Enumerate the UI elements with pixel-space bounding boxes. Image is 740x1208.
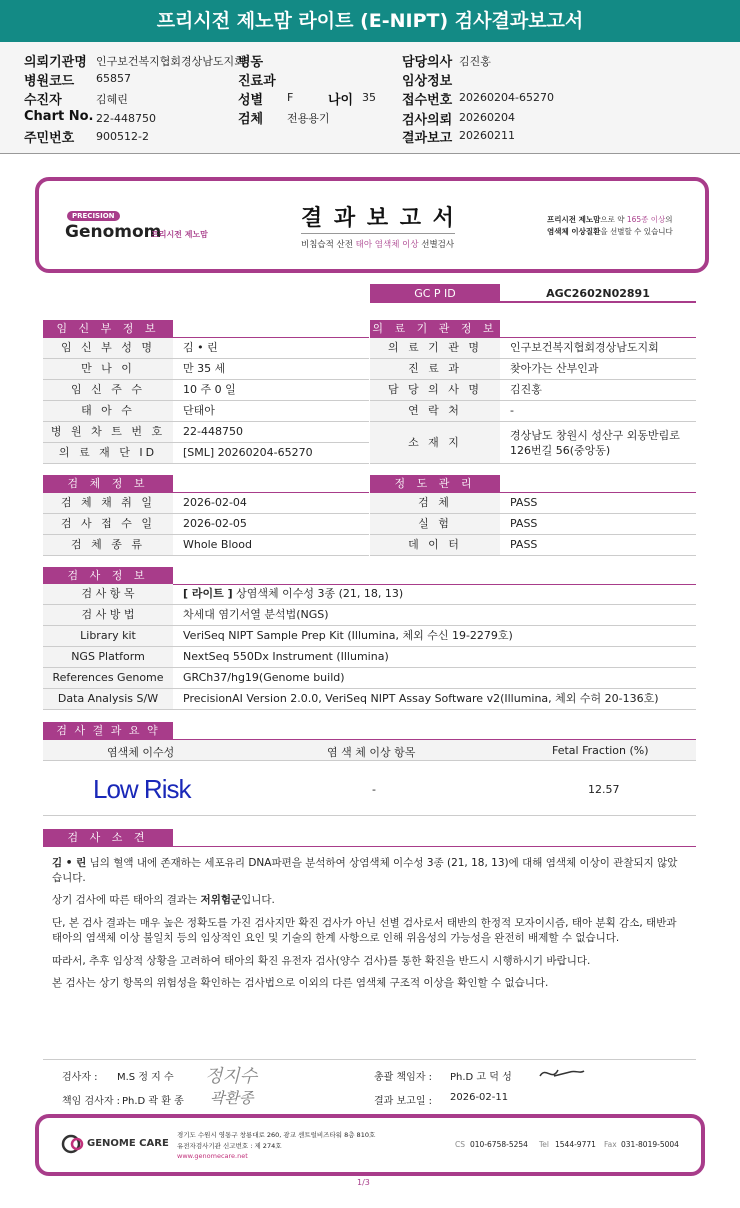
section-test-info: 검 사 정 보 [43,567,173,584]
divider [43,846,696,847]
table-row [43,380,369,401]
label: 결과보고 [402,131,453,146]
risk-result: Low Risk [93,774,191,804]
table-row [370,359,696,380]
section-opinion: 검 사 소 견 [43,829,173,846]
value: 65857 [96,72,131,85]
head-signature [536,1062,586,1084]
value: 20260211 [459,129,515,142]
abnormal-value: - [372,783,376,796]
cs-label: CS [455,1140,465,1149]
page-number: 1/3 [357,1178,370,1187]
row-value: PASS [510,496,538,509]
head-label: 총괄 책임자 : [374,1072,433,1083]
row-label: 담 당 의 사 명 [370,380,500,400]
table-row [43,493,369,514]
fax-label: Fax [604,1140,617,1149]
divider [43,815,696,816]
fax-number: 031-8019-5004 [621,1140,679,1149]
row-value: NextSeq 550Dx Instrument (Illumina) [183,650,389,663]
head-name: Ph.D 고 덕 성 [450,1072,512,1083]
section-result-summary: 검 사 결 과 요 약 [43,722,173,739]
row-value: PrecisionAI Version 2.0.0, VeriSeq NIPT Assay Software v2(Illumina, 체외 수허 20-136호) [183,692,659,705]
tester-name: M.S 정 지 수 [117,1072,174,1083]
value: 김혜린 [96,93,128,106]
row-value: [SML] 20260204-65270 [183,446,313,459]
table-row [370,535,696,556]
banner-subtitle: 비침습적 산전 태아 염색체 이상 선별검사 [301,240,455,250]
row-label: 검 사 접 수 일 [43,514,173,534]
row-value: PASS [510,517,538,530]
row-value: 찾아가는 산부인과 [510,362,599,375]
row-value: 126번길 56(중앙동) [510,444,611,457]
table-row [43,647,696,668]
row-value: 만 35 세 [183,362,226,375]
row-label: References Genome [43,668,173,688]
table-row [370,514,696,535]
row-label: 의 료 기 관 명 [370,338,500,358]
row-label: Library kit [43,626,173,646]
row-value: 인구보건복지협회경상남도지회 [510,341,659,354]
label: 수진자 [24,93,62,108]
row-label: 의 료 재 단 ID [43,443,173,463]
chief-label: 책임 검사자 : [62,1096,121,1107]
row-value: 2026-02-05 [183,517,247,530]
table-row [43,422,369,443]
table-row [43,668,696,689]
header-abnormal: 염 색 체 이상 항목 [327,746,416,759]
opinion-paragraph-1: 김 • 린 님의 혈액 내에 존재하는 세포유리 DNA파편을 분석하여 상염색체 이수성 3종 (21, 18, 13)에 대해 염색체 이상이 관찰되지 않았 습니다. [52,857,678,884]
label: 검사의뢰 [402,113,453,128]
opinion-paragraph-2: 상기 검사에 따른 태아의 결과는 저위험군입니다. [52,894,275,906]
value: 22-448750 [96,112,156,125]
table-row [43,535,369,556]
value: 20260204-65270 [459,91,554,104]
table-row [43,401,369,422]
report-date: 2026-02-11 [450,1092,509,1103]
row-label: 임 신 부 성 명 [43,338,173,358]
divider [43,1059,696,1060]
value: 인구보건복지협회경상남도지회 [96,55,245,68]
label: 접수번호 [402,93,453,108]
section-pregnant-info: 임 신 부 정 보 [43,320,173,337]
footer-website[interactable]: www.genomecare.net [177,1152,248,1160]
label: 성별 [238,93,264,108]
label: 검체 [238,112,264,127]
row-value: 차세대 염기서열 분석법(NGS) [183,608,329,621]
opinion-paragraph-5: 본 검사는 상기 항목의 위험성을 확인하는 검사법으로 이외의 다른 염색체 구조적 이상을 확인할 수 없습니다. [52,977,549,989]
table-row [370,401,696,422]
row-label: 데 이 터 [370,535,500,555]
row-value: 경상남도 창원시 성산구 외동반림로 [510,429,680,442]
report-date-label: 결과 보고일 : [374,1096,433,1107]
value: 전용용기 [287,112,330,125]
label: 병동 [238,55,264,70]
row-label: 병 원 차 트 번 호 [43,422,173,442]
row-value: 단태아 [183,404,215,417]
patient-info-panel [0,42,740,154]
gcpid-label: GC P ID [370,284,500,303]
opinion-paragraph-4: 따라서, 추후 임상적 상황을 고려하여 태아의 확진 유전자 검사(양수 검사)를 통한 확진을 반드시 시행하시기 바랍니다. [52,955,591,967]
label: Chart No. [24,109,94,124]
header-fetal-fraction: Fetal Fraction (%) [552,744,649,757]
section-hospital-info: 의 료 기 관 정 보 [370,320,500,337]
value: F [287,91,294,104]
brand-sub: 프리시전 제노맘 [151,230,208,239]
section-specimen-info: 검 체 정 보 [43,475,173,492]
table-row [43,359,369,380]
table-row [43,338,369,359]
label: 의뢰기관명 [24,55,87,70]
tester-signature: 정지수 [205,1066,258,1087]
opinion-paragraph-3: 단, 본 검사 결과는 매우 높은 정확도를 가진 검사지만 확진 검사가 아닌 선별 검사로서 태반의 한정적 모자이시즘, 태아 분획 감소, 태반과 태아의 염색체 이상 불일치 등의 임상적인 요인 및 기술의 한계 사항으로 인해 위음성의 가능성을 완전히 배제할 수 없습니다. [52,917,677,944]
banner-note-2: 염색체 이상질환을 선별할 수 있습니다 [547,227,673,236]
row-value: PASS [510,538,538,551]
section-quality-control: 정 도 관 리 [370,475,500,492]
table-row [370,422,696,464]
value: 20260204 [459,111,515,124]
row-value: GRCh37/hg19(Genome build) [183,671,345,684]
row-label: Data Analysis S/W [43,689,173,709]
gcpid-value: AGC2602N02891 [500,284,696,303]
row-value: VeriSeq NIPT Sample Prep Kit (Illumina, 체외 수신 19-2279호) [183,629,513,642]
row-label: 진 료 과 [370,359,500,379]
precision-badge: PRECISION [67,211,120,221]
report-title: 프리시전 제노맘 라이트 (E-NIPT) 검사결과보고서 [0,0,740,42]
table-row [43,626,696,647]
table-row [43,443,369,464]
row-label: 임 신 주 수 [43,380,173,400]
cs-number: 010-6758-5254 [470,1140,528,1149]
row-label: 소 재 지 [370,422,500,463]
footer-box [35,1114,705,1176]
row-value: 김진홍 [510,383,542,396]
genome-care-logo-icon [61,1134,85,1154]
table-row [370,380,696,401]
table-row [43,605,696,626]
row-label: 검 체 채 취 일 [43,493,173,513]
row-value: 10 주 0 일 [183,383,236,396]
report-banner [35,177,709,273]
row-label: 실 험 [370,514,500,534]
label: 병원코드 [24,74,75,89]
row-label: 만 나 이 [43,359,173,379]
divider [301,233,455,234]
banner-title: 결 과 보 고 서 [301,206,456,231]
fetal-fraction-value: 12.57 [588,783,620,796]
row-value: 22-448750 [183,425,243,438]
row-value: 김 • 린 [183,341,218,354]
row-label: 연 락 처 [370,401,500,421]
genome-care-logo: GENOME CARE [87,1138,169,1149]
value: 900512-2 [96,130,149,143]
chief-name: Ph.D 곽 환 종 [122,1096,184,1107]
label: 주민번호 [24,131,75,146]
table-row [43,689,696,710]
header-aneuploidy: 염색체 이수성 [107,746,175,759]
tel-label: Tel [539,1140,550,1149]
row-value: [ 라이트 ] 상염색체 이수성 3종 (21, 18, 13) [183,587,404,600]
footer-address: 경기도 수원시 영통구 창룡대로 260, 광교 센트럴비즈타워 8층 810호 [177,1131,376,1139]
row-label: 검 사 방 법 [43,605,173,625]
tester-label: 검사자 : [62,1072,98,1083]
row-label: 검 체 [370,493,500,513]
banner-note-1: 프리시전 제노맘으로 약 165종 이상의 [547,215,673,224]
row-label: 검 사 항 목 [43,584,173,604]
brand-logo: Genomom [65,222,162,242]
label: 담당의사 [402,55,453,70]
tel-number: 1544-9771 [555,1140,596,1149]
value: 김진홍 [459,55,491,68]
label: 나이 [328,93,354,108]
label: 진료과 [238,74,276,89]
row-value: 2026-02-04 [183,496,247,509]
row-label: NGS Platform [43,647,173,667]
table-row [370,338,696,359]
chief-signature: 곽환종 [210,1089,254,1107]
table-row [43,514,369,535]
footer-license: 유전자검사기관 신고번호 : 제 274호 [177,1142,282,1150]
table-row [370,493,696,514]
table-row [43,584,696,605]
value: 35 [362,91,376,104]
label: 임상정보 [402,74,453,89]
row-value: Whole Blood [183,538,252,551]
row-value: - [510,404,514,417]
row-label: 검 체 종 류 [43,535,173,555]
row-label: 태 아 수 [43,401,173,421]
